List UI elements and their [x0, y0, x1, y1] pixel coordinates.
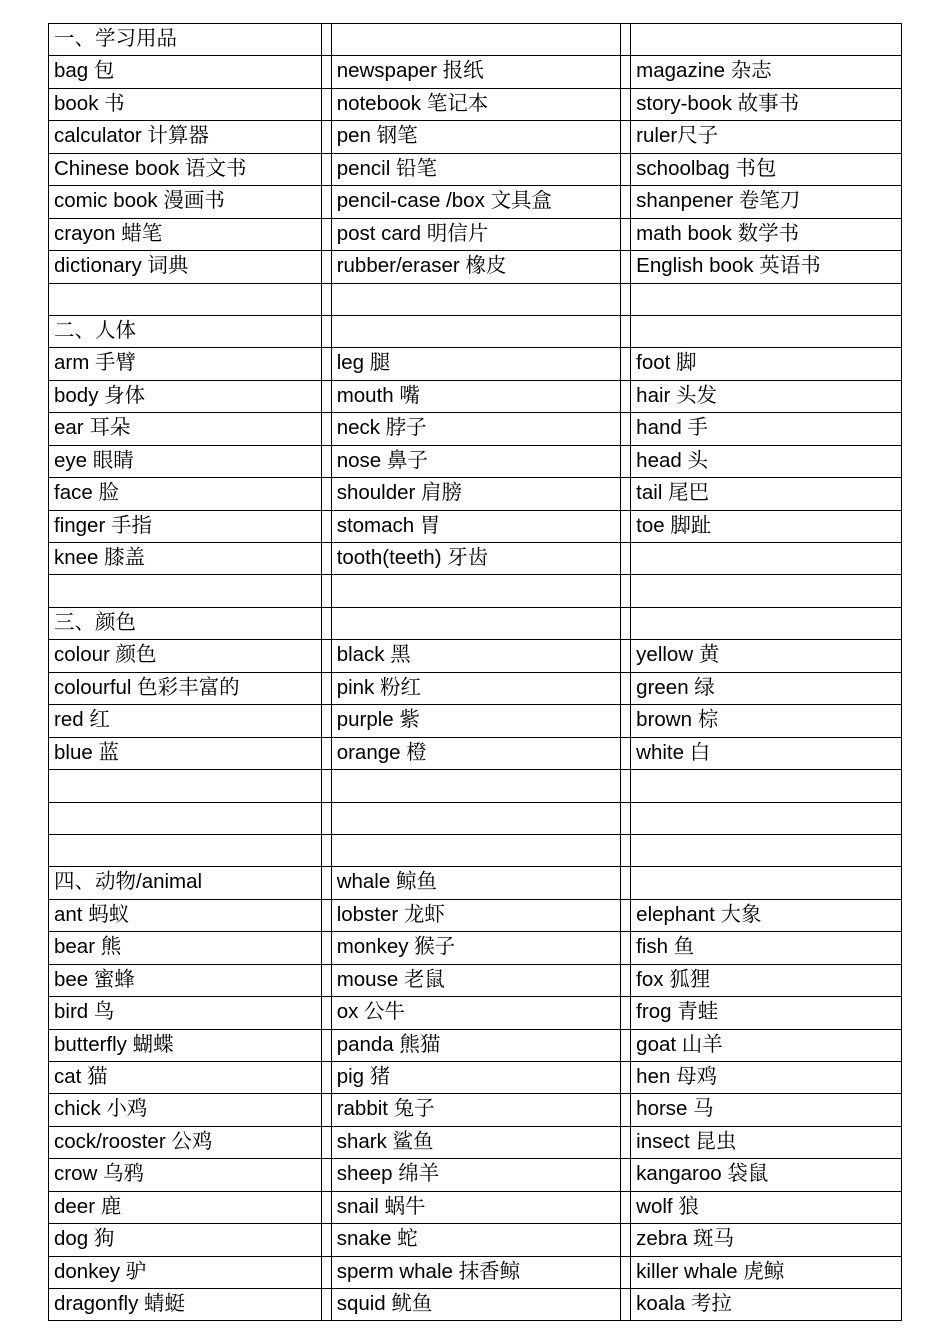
table-cell: bag 包	[48, 56, 321, 87]
column-divider	[620, 1062, 630, 1093]
column-divider	[321, 932, 331, 963]
column-divider	[321, 1094, 331, 1125]
table-cell	[630, 867, 902, 898]
table-row	[48, 55, 902, 87]
column-divider	[620, 186, 630, 217]
column-divider	[620, 1224, 630, 1255]
column-divider	[321, 121, 331, 152]
table-row	[48, 769, 902, 801]
table-cell: squid 鱿鱼	[331, 1289, 621, 1319]
table-cell: colour 颜色	[48, 640, 321, 671]
column-divider	[321, 673, 331, 704]
column-divider	[321, 608, 331, 639]
table-cell: pink 粉红	[331, 673, 621, 704]
column-divider	[321, 640, 331, 671]
table-cell: dragonfly 蜻蜓	[48, 1289, 321, 1319]
table-cell	[331, 284, 621, 315]
table-row	[48, 315, 902, 347]
column-divider	[321, 867, 331, 898]
table-row	[48, 88, 902, 120]
table-row	[48, 802, 902, 834]
table-row	[48, 1256, 902, 1288]
column-divider	[620, 965, 630, 996]
column-divider	[620, 997, 630, 1028]
table-row	[48, 218, 902, 250]
table-row	[48, 964, 902, 996]
table-cell: English book 英语书	[630, 251, 902, 282]
table-cell	[630, 543, 902, 574]
table-cell: green 绿	[630, 673, 902, 704]
table-cell: horse 马	[630, 1094, 902, 1125]
table-cell: book 书	[48, 89, 321, 120]
table-cell: cat 猫	[48, 1062, 321, 1093]
column-divider	[620, 121, 630, 152]
table-cell: black 黑	[331, 640, 621, 671]
column-divider	[321, 219, 331, 250]
table-cell: koala 考拉	[630, 1289, 902, 1319]
table-cell: post card 明信片	[331, 219, 621, 250]
column-divider	[620, 413, 630, 444]
table-cell	[331, 316, 621, 347]
table-cell: ant 蚂蚁	[48, 900, 321, 931]
table-cell: purple 紫	[331, 705, 621, 736]
table-cell	[48, 284, 321, 315]
table-cell: eye 眼睛	[48, 446, 321, 477]
column-divider	[620, 316, 630, 347]
table-cell: magazine 杂志	[630, 56, 902, 87]
column-divider	[620, 738, 630, 769]
table-cell: blue 蓝	[48, 738, 321, 769]
table-cell: bird 鸟	[48, 997, 321, 1028]
table-row	[48, 672, 902, 704]
vocabulary-table	[48, 23, 902, 1321]
table-cell	[331, 770, 621, 801]
table-cell: story-book 故事书	[630, 89, 902, 120]
column-divider	[321, 1030, 331, 1061]
column-divider	[321, 705, 331, 736]
table-cell: deer 鹿	[48, 1192, 321, 1223]
column-divider	[321, 381, 331, 412]
table-cell	[331, 24, 621, 55]
table-row	[48, 1223, 902, 1255]
table-cell: arm 手臂	[48, 348, 321, 379]
table-row	[48, 1288, 902, 1320]
table-cell: donkey 驴	[48, 1257, 321, 1288]
table-cell: elephant 大象	[630, 900, 902, 931]
column-divider	[321, 835, 331, 866]
table-row	[48, 445, 902, 477]
table-row	[48, 899, 902, 931]
table-cell: crow 乌鸦	[48, 1159, 321, 1190]
column-divider	[321, 770, 331, 801]
column-divider	[321, 738, 331, 769]
column-divider	[321, 803, 331, 834]
table-cell: shark 鲨鱼	[331, 1127, 621, 1158]
column-divider	[620, 219, 630, 250]
table-cell	[48, 835, 321, 866]
table-cell: rabbit 兔子	[331, 1094, 621, 1125]
column-divider	[321, 348, 331, 379]
table-row	[48, 574, 902, 606]
column-divider	[620, 89, 630, 120]
column-divider	[321, 1159, 331, 1190]
table-cell: colourful 色彩丰富的	[48, 673, 321, 704]
table-cell: math book 数学书	[630, 219, 902, 250]
table-row	[48, 996, 902, 1028]
column-divider	[620, 478, 630, 509]
table-row	[48, 542, 902, 574]
table-cell: fox 狐狸	[630, 965, 902, 996]
table-cell	[331, 575, 621, 606]
table-cell: stomach 胃	[331, 511, 621, 542]
table-cell	[48, 803, 321, 834]
table-cell: monkey 猴子	[331, 932, 621, 963]
table-row	[48, 23, 902, 55]
table-cell: chick 小鸡	[48, 1094, 321, 1125]
table-cell: wolf 狼	[630, 1192, 902, 1223]
table-row	[48, 380, 902, 412]
column-divider	[620, 1192, 630, 1223]
table-cell: Chinese book 语文书	[48, 154, 321, 185]
table-cell	[630, 24, 902, 55]
table-cell: foot 脚	[630, 348, 902, 379]
column-divider	[321, 478, 331, 509]
table-cell: finger 手指	[48, 511, 321, 542]
column-divider	[620, 543, 630, 574]
table-row	[48, 153, 902, 185]
table-cell: calculator 计算器	[48, 121, 321, 152]
table-row	[48, 477, 902, 509]
table-cell: rubber/eraser 橡皮	[331, 251, 621, 282]
table-row	[48, 1029, 902, 1061]
table-cell: hand 手	[630, 413, 902, 444]
table-cell: pencil 铅笔	[331, 154, 621, 185]
table-row	[48, 639, 902, 671]
table-cell	[630, 575, 902, 606]
table-row	[48, 866, 902, 898]
table-cell: sperm whale 抹香鲸	[331, 1257, 621, 1288]
column-divider	[620, 608, 630, 639]
table-cell: snake 蛇	[331, 1224, 621, 1255]
table-cell: schoolbag 书包	[630, 154, 902, 185]
table-cell: toe 脚趾	[630, 511, 902, 542]
column-divider	[321, 1257, 331, 1288]
column-divider	[620, 900, 630, 931]
table-cell: neck 脖子	[331, 413, 621, 444]
table-cell: whale 鲸鱼	[331, 867, 621, 898]
column-divider	[620, 511, 630, 542]
column-divider	[321, 1192, 331, 1223]
table-cell: face 脸	[48, 478, 321, 509]
column-divider	[321, 24, 331, 55]
table-cell: tail 尾巴	[630, 478, 902, 509]
table-cell	[331, 835, 621, 866]
table-cell: pencil-case /box 文具盒	[331, 186, 621, 217]
column-divider	[321, 154, 331, 185]
table-cell: mouth 嘴	[331, 381, 621, 412]
column-divider	[620, 673, 630, 704]
table-cell: pig 猪	[331, 1062, 621, 1093]
table-cell: nose 鼻子	[331, 446, 621, 477]
column-divider	[321, 284, 331, 315]
table-cell: shanpener 卷笔刀	[630, 186, 902, 217]
column-divider	[620, 24, 630, 55]
column-divider	[620, 640, 630, 671]
table-cell	[331, 608, 621, 639]
column-divider	[321, 1224, 331, 1255]
table-cell: 一、学习用品	[48, 24, 321, 55]
table-cell	[48, 575, 321, 606]
table-cell: insect 昆虫	[630, 1127, 902, 1158]
column-divider	[321, 543, 331, 574]
table-cell: head 头	[630, 446, 902, 477]
column-divider	[620, 348, 630, 379]
table-row	[48, 1061, 902, 1093]
table-cell: lobster 龙虾	[331, 900, 621, 931]
table-cell: ruler尺子	[630, 121, 902, 152]
table-cell: comic book 漫画书	[48, 186, 321, 217]
table-row	[48, 412, 902, 444]
column-divider	[321, 511, 331, 542]
table-cell: 三、颜色	[48, 608, 321, 639]
table-row	[48, 510, 902, 542]
table-row	[48, 347, 902, 379]
column-divider	[620, 446, 630, 477]
table-cell: body 身体	[48, 381, 321, 412]
column-divider	[321, 56, 331, 87]
table-cell	[630, 770, 902, 801]
column-divider	[620, 154, 630, 185]
column-divider	[321, 900, 331, 931]
table-cell: butterfly 蝴蝶	[48, 1030, 321, 1061]
column-divider	[620, 56, 630, 87]
table-cell	[630, 284, 902, 315]
table-cell	[630, 835, 902, 866]
table-row	[48, 737, 902, 769]
table-row	[48, 120, 902, 152]
column-divider	[620, 1094, 630, 1125]
table-cell: bear 熊	[48, 932, 321, 963]
column-divider	[620, 705, 630, 736]
column-divider	[321, 446, 331, 477]
table-row	[48, 704, 902, 736]
column-divider	[620, 1030, 630, 1061]
table-cell: hair 头发	[630, 381, 902, 412]
table-cell: ox 公牛	[331, 997, 621, 1028]
column-divider	[620, 381, 630, 412]
table-cell: 二、人体	[48, 316, 321, 347]
column-divider	[620, 1257, 630, 1288]
table-cell: pen 钢笔	[331, 121, 621, 152]
table-row	[48, 283, 902, 315]
table-row	[48, 185, 902, 217]
column-divider	[620, 1289, 630, 1319]
table-cell: fish 鱼	[630, 932, 902, 963]
column-divider	[620, 867, 630, 898]
column-divider	[620, 575, 630, 606]
table-cell: leg 腿	[331, 348, 621, 379]
column-divider	[321, 1062, 331, 1093]
column-divider	[321, 965, 331, 996]
column-divider	[321, 251, 331, 282]
column-divider	[321, 413, 331, 444]
table-cell	[630, 803, 902, 834]
table-cell: yellow 黄	[630, 640, 902, 671]
table-cell: sheep 绵羊	[331, 1159, 621, 1190]
table-cell: dictionary 词典	[48, 251, 321, 282]
table-cell: knee 膝盖	[48, 543, 321, 574]
table-cell: hen 母鸡	[630, 1062, 902, 1093]
table-cell: shoulder 肩膀	[331, 478, 621, 509]
table-cell: frog 青蛙	[630, 997, 902, 1028]
table-cell: snail 蜗牛	[331, 1192, 621, 1223]
table-row	[48, 1191, 902, 1223]
table-cell: panda 熊猫	[331, 1030, 621, 1061]
table-cell: orange 橙	[331, 738, 621, 769]
table-cell: kangaroo 袋鼠	[630, 1159, 902, 1190]
column-divider	[620, 803, 630, 834]
table-cell	[630, 608, 902, 639]
table-cell: dog 狗	[48, 1224, 321, 1255]
table-row	[48, 607, 902, 639]
table-cell	[331, 803, 621, 834]
column-divider	[321, 1289, 331, 1319]
column-divider	[620, 1159, 630, 1190]
column-divider	[620, 835, 630, 866]
column-divider	[620, 770, 630, 801]
column-divider	[321, 89, 331, 120]
table-row	[48, 1126, 902, 1158]
table-cell: crayon 蜡笔	[48, 219, 321, 250]
column-divider	[321, 316, 331, 347]
table-cell: red 红	[48, 705, 321, 736]
table-row	[48, 931, 902, 963]
table-cell: 四、动物/animal	[48, 867, 321, 898]
table-cell	[48, 770, 321, 801]
column-divider	[321, 186, 331, 217]
table-cell: newspaper 报纸	[331, 56, 621, 87]
table-cell: mouse 老鼠	[331, 965, 621, 996]
table-row	[48, 834, 902, 866]
table-cell: tooth(teeth) 牙齿	[331, 543, 621, 574]
column-divider	[321, 997, 331, 1028]
table-cell: white 白	[630, 738, 902, 769]
table-cell: goat 山羊	[630, 1030, 902, 1061]
table-cell: zebra 斑马	[630, 1224, 902, 1255]
column-divider	[321, 575, 331, 606]
column-divider	[321, 1127, 331, 1158]
table-cell: notebook 笔记本	[331, 89, 621, 120]
table-cell: killer whale 虎鲸	[630, 1257, 902, 1288]
column-divider	[620, 932, 630, 963]
table-row	[48, 250, 902, 282]
table-cell: bee 蜜蜂	[48, 965, 321, 996]
column-divider	[620, 1127, 630, 1158]
column-divider	[620, 284, 630, 315]
table-cell: ear 耳朵	[48, 413, 321, 444]
table-row	[48, 1158, 902, 1190]
table-cell: brown 棕	[630, 705, 902, 736]
table-cell: cock/rooster 公鸡	[48, 1127, 321, 1158]
table-cell	[630, 316, 902, 347]
column-divider	[620, 251, 630, 282]
table-row	[48, 1093, 902, 1125]
